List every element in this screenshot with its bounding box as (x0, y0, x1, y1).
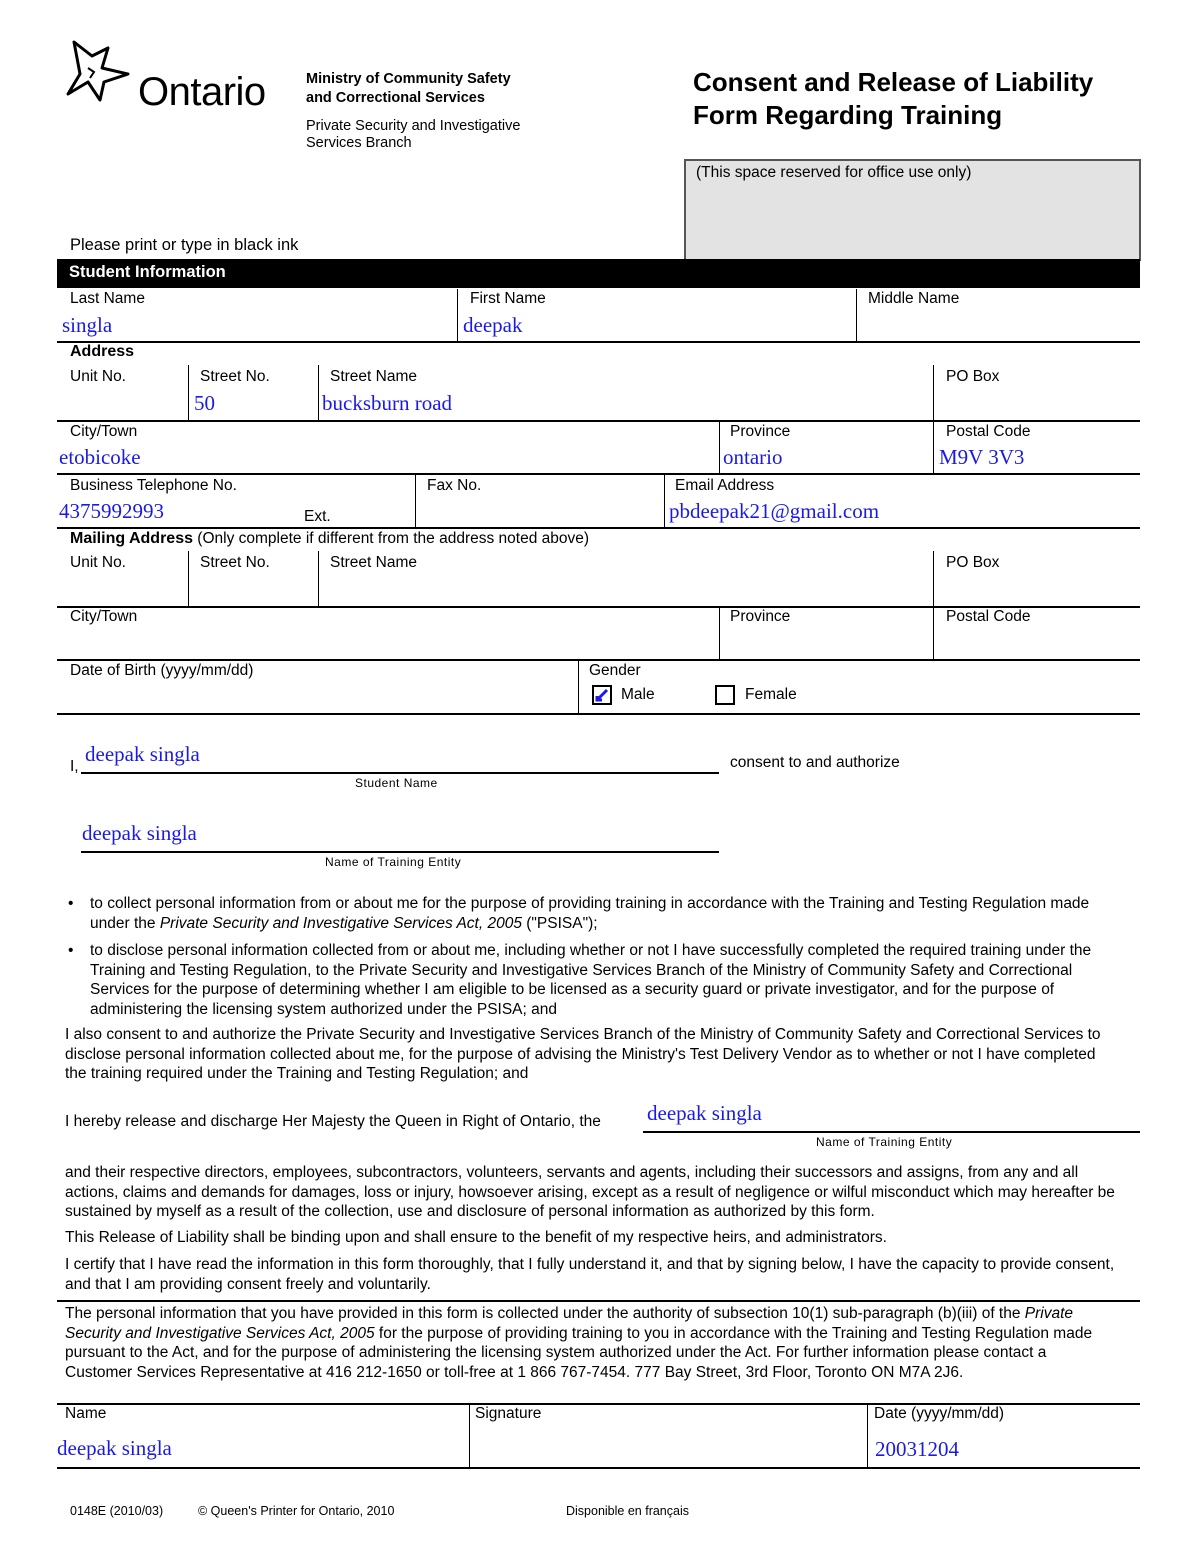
para-directors: and their respective directors, employees, subcontractors, volunteers, servants and agents, including their successors and assigns, from any and all actions, claims and demands for damages, loss or injury, howsoever arising, except as a result of negligence or wilful misconduct which may hereafter be sustained by myself as a result of the collection, use and disclosure of personal information as authorized by this form. (65, 1164, 1115, 1220)
signature-field[interactable] (475, 1428, 860, 1464)
release-prefix: I hereby release and discharge Her Majesty the Queen in Right of Ontario, the (65, 1113, 601, 1130)
male-label: Male (621, 686, 655, 703)
office-use-label: (This space reserved for office use only) (696, 164, 972, 181)
para-certify: I certify that I have read the information in this form thoroughly, that I fully understand it, and that by signing below, I have the capacity to provide consent, and that I am providing consent freely and voluntarily. (65, 1256, 1115, 1293)
last-name-label: Last Name (70, 290, 145, 307)
postal-label: Postal Code (946, 423, 1031, 440)
ext-label: Ext. (304, 508, 331, 525)
middle-name-label: Middle Name (868, 290, 960, 307)
female-checkbox[interactable] (715, 685, 735, 705)
training-entity-field[interactable]: deepak singla (82, 821, 197, 845)
city-label: City/Town (70, 423, 138, 440)
bullet-collect: • to collect personal information from or about me for the purpose of providing training in accordance with the Training and Testing Regulation made under the Private Security and Investigative Services Act, 2005 ("PSISA"); (68, 895, 1090, 932)
ministry-name-2: and Correctional Services (306, 90, 485, 106)
release-entity-field[interactable]: deepak singla (647, 1101, 762, 1125)
branch-name-1: Private Security and Investigative (306, 118, 521, 134)
i-prefix: I, (70, 758, 79, 775)
mailing-street-name-label: Street Name (330, 554, 418, 571)
mailing-title: Mailing Address (70, 530, 193, 547)
print-note: Please print or type in black ink (70, 236, 299, 254)
phone-field[interactable]: 4375992993 (59, 499, 164, 523)
province-label: Province (730, 423, 791, 440)
student-name-field[interactable]: deepak singla (85, 742, 200, 766)
first-name-label: First Name (470, 290, 546, 307)
consent-text: consent to and authorize (730, 754, 900, 771)
fax-label: Fax No. (427, 477, 482, 494)
sig-name-label: Name (65, 1405, 107, 1422)
bullet-disclose: • to disclose personal information collected from or about me, including whether or not I have successfully completed the required training under the Training and Testing Regulation, to the Private Security and Investigative Services Branch of the Ministry of Community Safety and Correctional Services for the purpose of determining whether I am eligible to be licensed as a security guard or private investigator, and for the purpose of administering the licensing system authorized under the PSISA; and (68, 942, 1092, 1018)
mailing-city-label: City/Town (70, 608, 138, 625)
training-entity-caption: Name of Training Entity (325, 855, 462, 869)
office-use-box (684, 159, 1141, 261)
gender-label: Gender (589, 662, 641, 679)
para-also-consent: I also consent to and authorize the Private Security and Investigative Services Branch of the Ministry of Community Safety and Correctional Services to disclose personal information collected about me, for the purpose of advising the Ministry's Test Delivery Vendor as to whether or not I have completed the training required under the Training and Testing Regulation; and (65, 1026, 1101, 1082)
last-name-field[interactable]: singla (62, 313, 113, 337)
street-name-label: Street Name (330, 368, 418, 385)
email-field[interactable]: pbdeepak21@gmail.com (669, 499, 880, 523)
female-label: Female (745, 686, 797, 703)
mailing-street-no-label: Street No. (200, 554, 270, 571)
po-box-label: PO Box (946, 368, 1000, 385)
student-info-title: Student Information (69, 263, 226, 281)
trillium-icon (64, 38, 144, 110)
mailing-title-row (70, 530, 589, 548)
mailing-note: (Only complete if different from the address noted above) (197, 530, 590, 547)
sig-name-field[interactable]: deepak singla (57, 1436, 172, 1460)
form-title-1: Consent and Release of Liability (693, 67, 1094, 97)
dob-label: Date of Birth (yyyy/mm/dd) (70, 662, 254, 679)
para-binding: This Release of Liability shall be binding upon and shall ensure to the benefit of my respective heirs, and administrators. (65, 1229, 887, 1246)
copyright: © Queen's Printer for Ontario, 2010 (198, 1504, 395, 1518)
branch-name-2: Services Branch (306, 135, 412, 151)
form-number: 0148E (2010/03) (70, 1504, 164, 1518)
male-checkbox[interactable] (592, 685, 612, 705)
address-title: Address (70, 343, 135, 360)
release-entity-caption: Name of Training Entity (816, 1135, 953, 1149)
street-no-field[interactable]: 50 (194, 391, 215, 415)
unit-label: Unit No. (70, 368, 126, 385)
student-name-caption: Student Name (355, 776, 438, 790)
privacy-notice: The personal information that you have provided in this form is collected under the authority of subsection 10(1) sub-paragraph (b)(iii) of the Private Security and Investigative Services Act, 2005 for the purpose of providing training to you in accordance with the Training and Testing Regulation made pursuant to the Act, and for the purpose of administering the licensing system authorized under the Act. For further information please contact a Customer Services Representative at 416 212-1650 or toll-free at 1 866 767-7454. 777 Bay Street, 3rd Floor, Toronto ON M7A 2J6. (65, 1305, 1093, 1381)
mailing-postal-label: Postal Code (946, 608, 1031, 625)
province-field[interactable]: ontario (723, 445, 783, 469)
ministry-name-1: Ministry of Community Safety (306, 71, 511, 87)
first-name-field[interactable]: deepak (463, 313, 523, 337)
logo-wordmark: Ontario (138, 70, 266, 114)
phone-label: Business Telephone No. (70, 477, 237, 494)
mailing-po-box-label: PO Box (946, 554, 1000, 571)
mailing-unit-label: Unit No. (70, 554, 126, 571)
street-name-field[interactable]: bucksburn road (322, 391, 453, 415)
checkmark-icon (594, 687, 610, 703)
sig-date-field[interactable]: 20031204 (875, 1437, 959, 1461)
student-info-bar (57, 259, 1140, 288)
french-available: Disponible en français (566, 1504, 689, 1518)
signature-label: Signature (475, 1405, 542, 1422)
city-field[interactable]: etobicoke (59, 445, 141, 469)
email-label: Email Address (675, 477, 775, 494)
mailing-province-label: Province (730, 608, 791, 625)
street-no-label: Street No. (200, 368, 270, 385)
postal-field[interactable]: M9V 3V3 (939, 445, 1025, 469)
sig-date-label: Date (yyyy/mm/dd) (874, 1405, 1005, 1422)
form-title-2: Form Regarding Training (693, 100, 1003, 130)
